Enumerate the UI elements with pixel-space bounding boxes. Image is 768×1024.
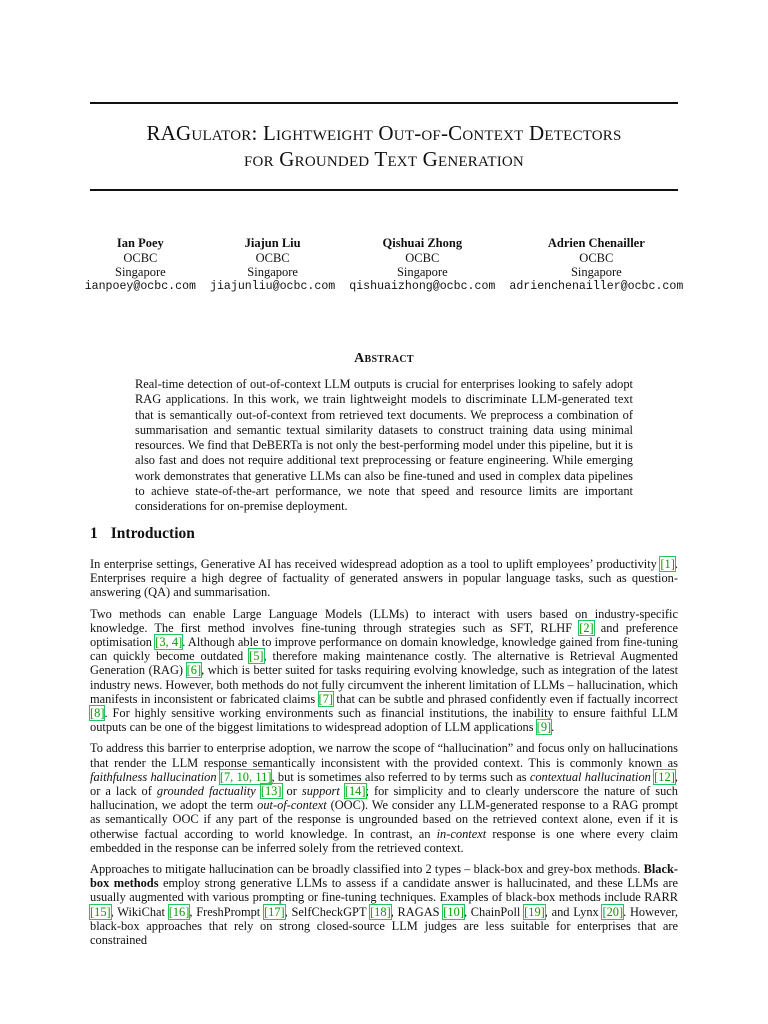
author-affiliation: OCBC [255, 250, 290, 265]
author-block [85, 236, 196, 294]
text-run: , but is sometimes also referred to by terms such as [271, 769, 530, 784]
text-run: To address this barrier to enterprise adoption, we narrow the scope of “hallucination” and focus only on hallucinations that render the LLM response semantically inconsistent with the provided context. This is commonly known as [90, 741, 678, 770]
citation-link[interactable]: [ 5 ] [249, 649, 263, 663]
text-run: , which is better suited for tasks requiring evolving knowledge, such as integration of the latest industry news. However, both methods do not fully circumvent the inherent limitation of LLMs – hallucination, which manifests in inconsistent or fabricated claims [90, 663, 679, 706]
text-run: employ strong generative LLMs to assess if a candidate answer is hallucinated, and these LLMs are usually augmented with various prompting or fine-tuning techniques. Examples of black-box methods include RARR [90, 876, 678, 905]
author-location: Singapore [570, 265, 622, 279]
author-name: Ian Poey [116, 236, 164, 250]
author-email[interactable]: jiajunliu@ocbc.com [210, 279, 336, 293]
italic-term: out-of-context [257, 798, 327, 813]
text-run: . However, black-box approaches that rely on strong closed-source LLM judges are less suitable for enterprises that are constrained [90, 904, 678, 948]
citation-link[interactable]: [ 18 ] [370, 905, 391, 919]
citation-link[interactable]: [ 15 ] [90, 905, 111, 919]
text-run: , and Lynx [544, 904, 603, 919]
section-title: Introduction [110, 525, 195, 542]
author-location: Singapore [396, 265, 448, 279]
italic-term: support [301, 784, 340, 799]
paragraph [90, 862, 678, 947]
citation-link[interactable]: [ 14 ] [345, 784, 366, 798]
author-block [349, 236, 495, 294]
title-bottom-rule [90, 189, 678, 191]
title-line-2: for Grounded Text Generation [244, 147, 524, 171]
text-run: . Enterprises require a high degree of factuality of generated answers in popular language tasks, such as question-answering (QA) and summarisation. [90, 557, 678, 600]
section-number: 1 [90, 525, 98, 542]
citation-link[interactable]: [ 7, 10, 11 ] [220, 770, 272, 784]
text-run: Two methods can enable Large Language Models (LLMs) to interact with users based on industry-specific knowledge. The first method involves fine-tuning through strategies such as SFT, RLHF [90, 606, 678, 635]
author-name: Adrien Chenailler [547, 236, 645, 250]
citation-link[interactable]: [ 8 ] [90, 706, 104, 720]
text-run: . For highly sensitive working environments such as financial institutions, the inability to ensure faithful LLM outputs can be one of the biggest limitations to widespread adoption of LLM applications [90, 706, 678, 735]
author-block [210, 236, 335, 294]
text-run: , RAGAS [390, 904, 444, 919]
abstract-heading: Abstract [354, 351, 414, 366]
citation-link[interactable]: [ 20 ] [602, 905, 623, 919]
author-email[interactable]: adrienchenailler@ocbc.com [509, 279, 684, 293]
text-run: , ChainPoll [463, 904, 525, 919]
text-run: In enterprise settings, Generative AI has received widespread adoption as a tool to uplift employees’ productivity [90, 557, 661, 571]
text-run: ; for simplicity and to clearly underscore the nature of such hallucination, we adopt the term [90, 784, 678, 813]
citation-link[interactable]: [ 9 ] [537, 720, 551, 734]
author-location: Singapore [115, 265, 166, 279]
citation-link[interactable]: [ 17 ] [264, 905, 285, 919]
text-run: , SelfCheckGPT [284, 904, 371, 919]
author-location: Singapore [247, 265, 298, 279]
paragraph [90, 741, 678, 855]
citation-link[interactable]: [ 3, 4 ] [155, 635, 182, 649]
citation-link[interactable]: [ 6 ] [187, 663, 201, 677]
author-affiliation: OCBC [123, 250, 158, 265]
italic-term: grounded factuality [156, 784, 256, 799]
paragraph [90, 607, 678, 735]
citation-link[interactable]: [ 7 ] [319, 692, 333, 706]
text-run: . [551, 720, 555, 735]
section-heading [90, 525, 195, 543]
text-run: , FreshPrompt [189, 904, 264, 919]
author-block [509, 236, 683, 294]
text-run: Approaches to mitigate hallucination can be broadly classified into 2 types – black-box and grey-box methods. [90, 862, 644, 877]
italic-term: contextual hallucination [529, 769, 651, 784]
text-run: that can be subtle and phrased confidently even if factually incorrect [333, 691, 678, 706]
text-run: , therefore making maintenance costly. The alternative is Retrieval Augmented Generation (RAG) [90, 649, 678, 678]
citation-link[interactable]: [ 19 ] [524, 905, 545, 919]
citation-link[interactable]: [ 13 ] [261, 784, 282, 798]
text-run: response is one where every claim embedded in the response can be inferred solely from the retrieved context. [90, 826, 678, 855]
text-run: (OOC). We consider any LLM-generated response to a RAG prompt as semantically OOC if any part of the response is ungrounded based on the retrieved context alone, even if it is otherwise factual according to world knowledge. In contrast, an [90, 798, 678, 841]
paragraph [90, 557, 678, 600]
citation-link[interactable]: [ 10 ] [443, 905, 464, 919]
bold-term: Black-box methods [90, 862, 678, 891]
italic-term: in-context [436, 826, 487, 841]
text-run: , WikiChat [110, 904, 169, 919]
text-run: . Although able to improve performance on domain knowledge, knowledge gained from fine-tuning can quickly become outdated [90, 635, 678, 664]
paper-title [90, 120, 678, 172]
text-run: , or a lack of [90, 769, 678, 799]
citation-link[interactable]: [ 2 ] [579, 621, 593, 635]
italic-term: faithfulness hallucination [90, 769, 217, 784]
title-top-rule [90, 102, 678, 104]
author-affiliation: OCBC [579, 250, 614, 265]
citation-link[interactable]: [ 12 ] [654, 770, 675, 784]
citation-link[interactable]: [ 1 ] [660, 557, 674, 571]
section-body [90, 557, 678, 954]
author-list [60, 236, 708, 294]
author-affiliation: OCBC [405, 250, 440, 265]
author-email[interactable]: qishuaizhong@ocbc.com [349, 279, 496, 293]
text-run: and preference optimisation [90, 620, 679, 650]
text-run: or [281, 784, 302, 799]
citation-link[interactable]: [ 16 ] [169, 905, 190, 919]
author-name: Jiajun Liu [244, 236, 301, 250]
author-email[interactable]: ianpoey@ocbc.com [84, 279, 197, 293]
title-line-1: RAGulator: Lightweight Out-of-Context Detectors [146, 121, 622, 145]
author-name: Qishuai Zhong [382, 236, 463, 250]
abstract-text: Real-time detection of out-of-context LLM outputs is crucial for enterprises looking to safely adopt RAG applications. In this work, we train lightweight models to discriminate LLM-generated text that is semantically out-of-context from retrieved text documents. We preprocess a combination of summarisation and semantic textual similarity datasets to construct training data using minimal resources. We find that DeBERTa is not only the best-performing model under this pipeline, but it is also fast and does not require additional text preprocessing or feature engineering. While emerging work demonstrates that generative LLMs can also be fine-tuned and used in complex data pipelines to achieve state-of-the-art performance, we note that speed and resource limits are important considerations for on-premise deployment. [135, 377, 633, 514]
